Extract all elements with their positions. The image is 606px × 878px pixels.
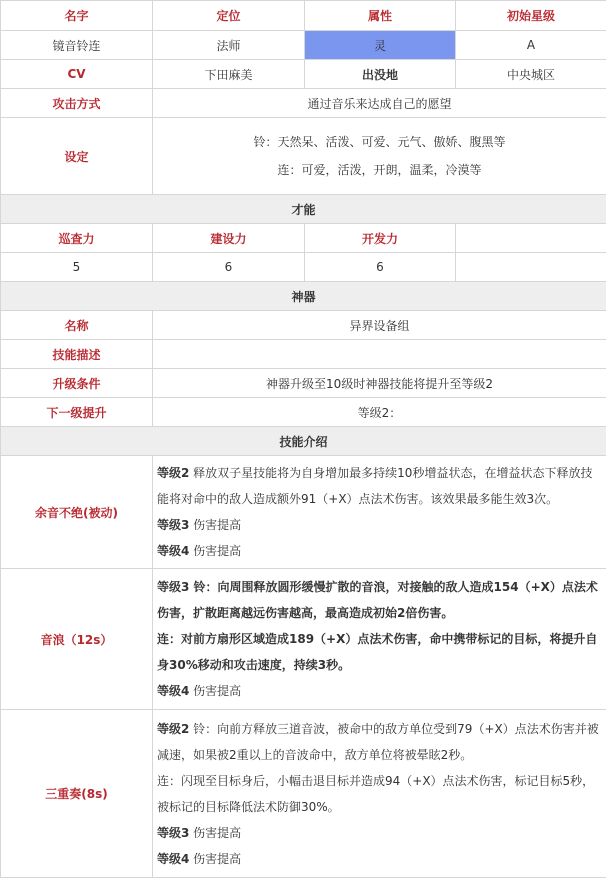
skill-2-level-4: 等级4 伤害提高	[157, 678, 600, 704]
artifact-desc-label: 技能描述	[1, 340, 153, 369]
setting-line-1: 铃：天然呆、活泼、可爱、元气、傲娇、腹黑等	[159, 128, 600, 156]
character-role: 法师	[153, 31, 305, 60]
skill-3-level-3: 等级3 伤害提高	[157, 820, 600, 846]
skill-1-desc	[153, 456, 606, 569]
talent-header-build: 建设力	[153, 224, 305, 253]
talent-header-develop: 开发力	[305, 224, 456, 253]
skill-1-level-4: 等级4 伤害提高	[157, 538, 600, 564]
header-role: 定位	[153, 1, 305, 31]
skills-title: 技能介绍	[1, 427, 606, 456]
skill-2-line-2: 连：对前方扇形区域造成189（+X）点法术伤害，命中携带标记的目标，将提升自身30%移动和攻击速度，持续3秒。	[157, 626, 600, 678]
character-attribute: 灵	[305, 31, 456, 60]
skill-3-desc	[153, 710, 606, 878]
attack-value: 通过音乐来达成自己的愿望	[153, 89, 606, 118]
skill-3-line-2: 连：闪现至目标身后，小幅击退目标并造成94（+X）点法术伤害，标记目标5秒，被标记的目标降低法术防御30%。	[157, 768, 600, 820]
artifact-name: 异界设备组	[153, 311, 606, 340]
cv-value: 下田麻美	[153, 60, 305, 89]
attack-label: 攻击方式	[1, 89, 153, 118]
setting-value	[153, 118, 606, 195]
origin-value: 中央城区	[456, 60, 606, 89]
talent-header-empty	[456, 224, 606, 253]
character-name: 镜音铃连	[1, 31, 153, 60]
skill-2-desc	[153, 569, 606, 710]
skill-1-level-3: 等级3 伤害提高	[157, 512, 600, 538]
talent-value-empty	[456, 253, 606, 282]
origin-label: 出没地	[305, 60, 456, 89]
artifact-title: 神器	[1, 282, 606, 311]
header-star: 初始星级	[456, 1, 606, 31]
artifact-next-label: 下一级提升	[1, 398, 153, 427]
artifact-upgrade-label: 升级条件	[1, 369, 153, 398]
skill-1-level-2: 等级2 释放双子星技能将为自身增加最多持续10秒增益状态，在增益状态下释放技能将对命中的敌人造成额外91（+X）点法术伤害。该效果最多能生效3次。	[157, 460, 600, 512]
setting-label: 设定	[1, 118, 153, 195]
setting-line-2: 连：可爱，活泼，开朗，温柔，冷漠等	[159, 156, 600, 184]
talent-value-patrol: 5	[1, 253, 153, 282]
skill-3-level-4: 等级4 伤害提高	[157, 846, 600, 872]
artifact-next: 等级2：	[153, 398, 606, 427]
skill-3-name: 三重奏(8s)	[1, 710, 153, 878]
artifact-name-label: 名称	[1, 311, 153, 340]
artifact-upgrade: 神器升级至10级时神器技能将提升至等级2	[153, 369, 606, 398]
header-attribute: 属性	[305, 1, 456, 31]
skill-3-level-2: 等级2 铃：向前方释放三道音波，被命中的敌方单位受到79（+X）点法术伤害并被减速，如果被2重以上的音波命中，敌方单位将被晕眩2秒。	[157, 716, 600, 768]
skill-2-line-1: 等级3 铃：向周围释放圆形缓慢扩散的音浪，对接触的敌人造成154（+X）点法术伤害，扩散距离越远伤害越高，最高造成初始2倍伤害。	[157, 574, 600, 626]
artifact-desc	[153, 340, 606, 369]
cv-label: CV	[1, 60, 153, 89]
talent-header-patrol: 巡查力	[1, 224, 153, 253]
header-name: 名字	[1, 1, 153, 31]
talent-title: 才能	[1, 195, 606, 224]
skill-1-name: 余音不绝(被动)	[1, 456, 153, 569]
talent-value-develop: 6	[305, 253, 456, 282]
talent-value-build: 6	[153, 253, 305, 282]
character-star: A	[456, 31, 606, 60]
skill-2-name: 音浪（12s）	[1, 569, 153, 710]
